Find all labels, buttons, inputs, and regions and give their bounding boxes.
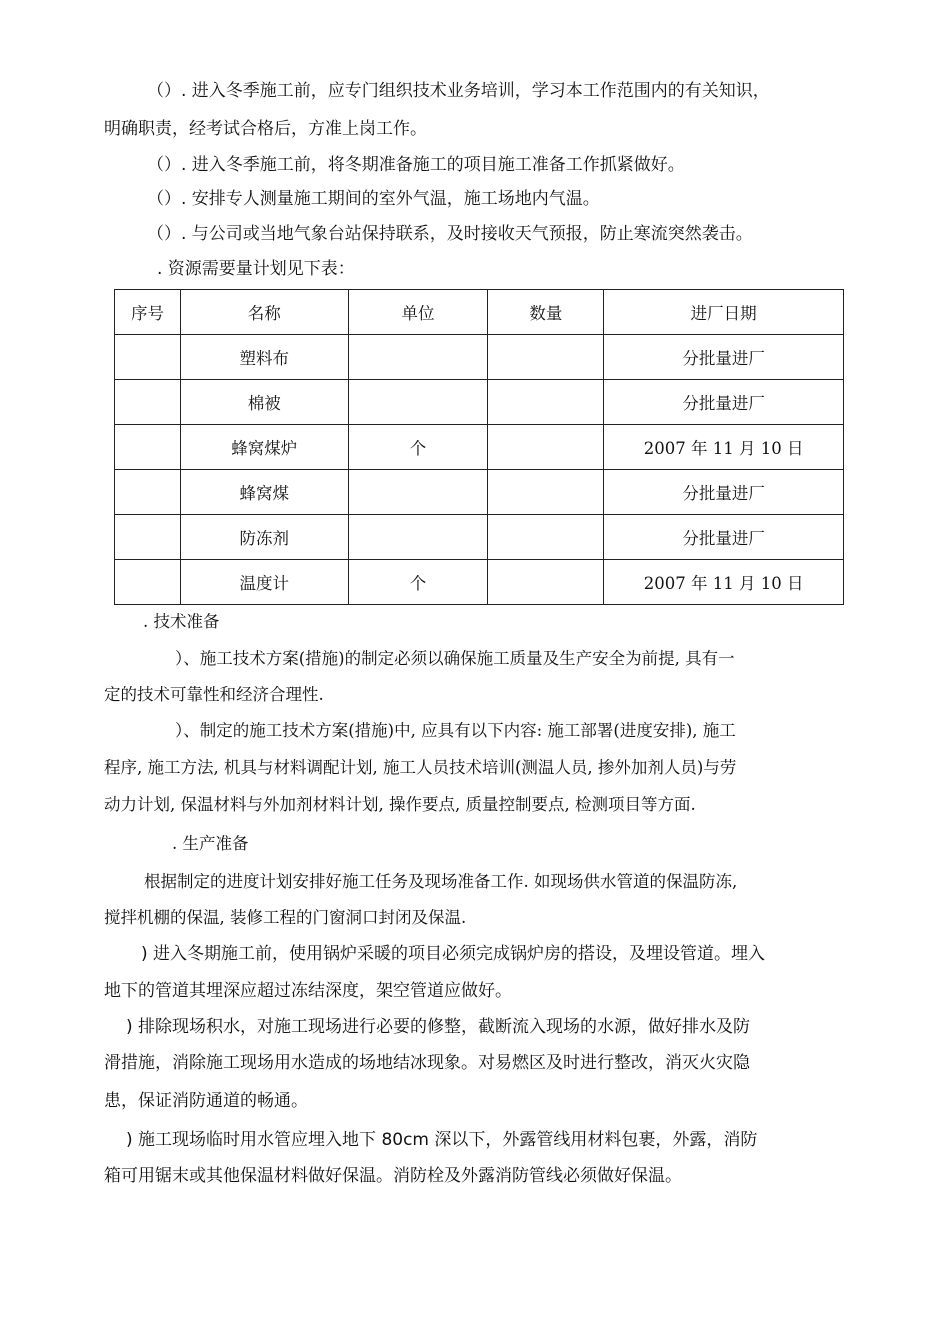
cell-unit: 个 [348, 560, 488, 605]
cell-arrival-date: 分批量进厂 [604, 515, 844, 560]
header-name: 名称 [180, 290, 348, 335]
cell-name: 温度计 [180, 560, 348, 605]
prod-item-e-line1: ) 排除现场积水，对施工现场进行必要的修整，截断流入现场的水源，做好排水及防 [126, 1017, 751, 1037]
cell-unit: 个 [348, 425, 488, 470]
prod-item-e-line2: 滑措施，消除施工现场用水造成的场地结冰现象。对易燃区及时进行整改，消灭火灾隐 [104, 1053, 750, 1073]
cell-index [115, 380, 181, 425]
table-row [115, 425, 844, 470]
prod-item-e-line3: 患，保证消防通道的畅通。 [104, 1091, 308, 1111]
tech-item-b-line2: 程序, 施工方法, 机具与材料调配计划, 施工人员技术培训(测温人员, 掺外加剂人员)与劳 [104, 758, 737, 777]
cell-name: 棉被 [180, 380, 348, 425]
header-index: 序号 [115, 290, 181, 335]
cell-name: 塑料布 [180, 335, 348, 380]
table-row [115, 335, 844, 380]
tech-item-a-line1: ）、施工技术方案(措施)的制定必须以确保施工质量及生产安全为前提, 具有一 [175, 649, 735, 668]
cell-name: 防冻剂 [180, 515, 348, 560]
tech-item-b-line3: 动力计划, 保温材料与外加剂材料计划, 操作要点, 质量控制要点, 检测项目等方面. [104, 795, 696, 814]
paragraph-training-line2: 明确职责，经考试合格后，方准上岗工作。 [104, 119, 427, 139]
cell-quantity [488, 560, 604, 605]
table-caption: . 资源需要量计划见下表： [157, 259, 355, 279]
cell-quantity [488, 425, 604, 470]
cell-unit [348, 335, 488, 380]
header-unit: 单位 [348, 290, 488, 335]
prod-item-f-line1: ) 施工现场临时用水管应埋入地下 80cm 深以下，外露管线用材料包裹，外露，消防 [126, 1130, 758, 1150]
prod-item-d-line2: 地下的管道其埋深应超过冻结深度，架空管道应做好。 [104, 981, 512, 1001]
cell-arrival-date: 分批量进厂 [604, 380, 844, 425]
prod-item-f-line2: 箱可用锯末或其他保温材料做好保温。消防栓及外露消防管线必须做好保温。 [104, 1166, 682, 1186]
cell-index [115, 560, 181, 605]
prod-item-c-line2: 搅拌机棚的保温, 装修工程的门窗洞口封闭及保温. [104, 908, 467, 927]
cell-index [115, 515, 181, 560]
paragraph-training-line1: （）. 进入冬季施工前，应专门组织技术业务培训，学习本工作范围内的有关知识， [147, 81, 770, 101]
paragraph-preparation: （）. 进入冬季施工前，将冬期准备施工的项目施工准备工作抓紧做好。 [147, 155, 685, 175]
tech-item-a-line2: 定的技术可靠性和经济合理性. [104, 685, 324, 704]
cell-arrival-date: 分批量进厂 [604, 335, 844, 380]
heading-tech-preparation: . 技术准备 [143, 612, 220, 631]
cell-quantity [488, 380, 604, 425]
table-row [115, 560, 844, 605]
cell-unit [348, 470, 488, 515]
paragraph-weather-contact: （）. 与公司或当地气象台站保持联系，及时接收天气预报，防止寒流突然袭击。 [147, 224, 753, 244]
cell-arrival-date: 分批量进厂 [604, 470, 844, 515]
cell-quantity [488, 515, 604, 560]
cell-unit [348, 380, 488, 425]
prod-item-d-line1: ) 进入冬期施工前，使用锅炉采暖的项目必须完成锅炉房的搭设，及埋设管道。埋入 [141, 944, 766, 964]
cell-arrival-date: 2007 年 11 月 10 日 [604, 560, 844, 605]
cell-unit [348, 515, 488, 560]
paragraph-temperature-measure: （）. 安排专人测量施工期间的室外气温，施工场地内气温。 [147, 189, 600, 209]
header-arrival-date: 进厂日期 [604, 290, 844, 335]
header-quantity: 数量 [488, 290, 604, 335]
heading-production-preparation: . 生产准备 [172, 834, 249, 853]
cell-quantity [488, 335, 604, 380]
tech-item-b-line1: ）、制定的施工技术方案(措施)中, 应具有以下内容: 施工部署(进度安排), 施工 [175, 721, 736, 740]
table-row [115, 380, 844, 425]
prod-item-c-line1: 根据制定的进度计划安排好施工任务及现场准备工作. 如现场供水管道的保温防冻, [144, 872, 738, 891]
table-row [115, 515, 844, 560]
cell-index [115, 425, 181, 470]
cell-index [115, 470, 181, 515]
cell-name: 蜂窝煤 [180, 470, 348, 515]
cell-quantity [488, 470, 604, 515]
cell-arrival-date: 2007 年 11 月 10 日 [604, 425, 844, 470]
cell-index [115, 335, 181, 380]
cell-name: 蜂窝煤炉 [180, 425, 348, 470]
resource-table [114, 289, 844, 605]
table-row [115, 470, 844, 515]
table-header-row [115, 290, 844, 335]
